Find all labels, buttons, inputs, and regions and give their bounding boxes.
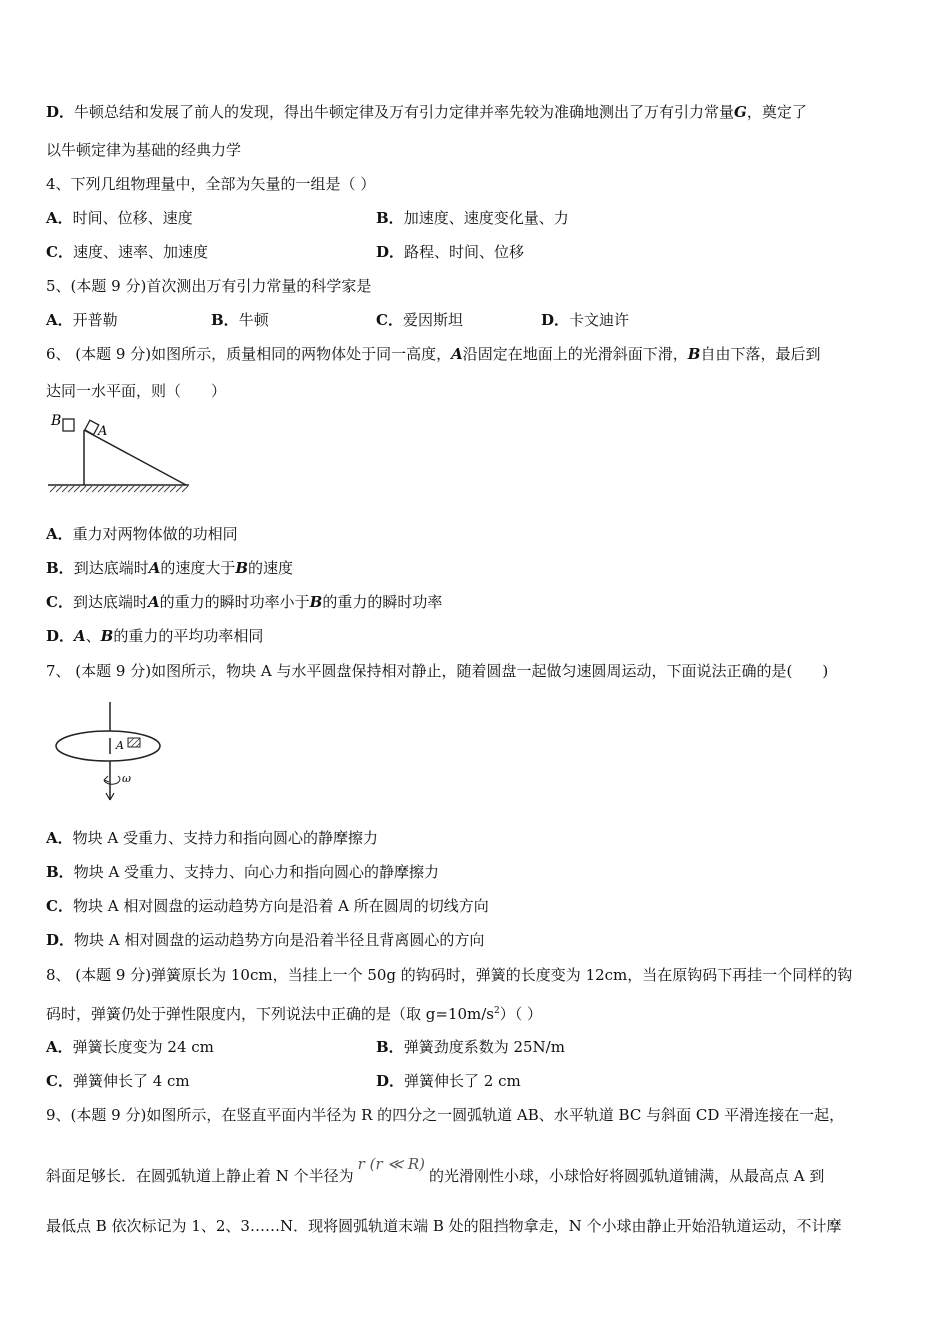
q6-option-b[interactable]: B．到达底端时A的速度大于B的速度 [46, 559, 294, 577]
q6-incline-figure [44, 408, 194, 496]
q7-option-b[interactable]: B．物块 A 受重力、支持力、向心力和指向圆心的静摩擦力 [46, 863, 440, 881]
ground-hatching [50, 486, 188, 492]
q3-option-d: D．牛顿总结和发展了前人的发现，得出牛顿定律及万有引力定律并率先较为准确地测出了万有引力常量G，奠定了 [46, 103, 807, 121]
q5-option-b[interactable]: B．牛顿 [211, 311, 269, 329]
q7-option-d[interactable]: D．物块 A 相对圆盘的运动趋势方向是沿着半径且背离圆心的方向 [46, 931, 485, 949]
q3-option-d-line2: 以牛顿定律为基础的经典力学 [46, 141, 242, 159]
q9-stem-line2: 斜面足够长．在圆弧轨道上静止着 N 个半径为r (r ≪ R)的光滑刚性小球，小球恰好将圆弧轨道铺满，从最高点 A 到 [46, 1155, 825, 1185]
q8-option-c[interactable]: C．弹簧伸长了 4 cm [46, 1072, 190, 1090]
q8-option-d[interactable]: D．弹簧伸长了 2 cm [376, 1072, 521, 1090]
q5-option-d[interactable]: D．卡文迪许 [541, 311, 630, 329]
q8-option-b[interactable]: B．弹簧劲度系数为 25N/m [376, 1038, 565, 1056]
q4-option-a[interactable]: A．时间、位移、速度 [46, 209, 193, 227]
q8-option-a[interactable]: A．弹簧长度变为 24 cm [46, 1038, 214, 1056]
label-omega: ω [122, 772, 131, 785]
q5-stem: 5、(本题 9 分)首次测出万有引力常量的科学家是 [46, 277, 372, 295]
q8-stem-line2: 码时，弹簧仍处于弹性限度内，下列说法中正确的是（取 $g=10m/s^2$）（ ） [46, 1005, 543, 1023]
label-b: B [51, 413, 62, 429]
q9-math-expression: r (r ≪ R) [357, 1155, 426, 1173]
label-a: A [116, 739, 124, 752]
q6-option-a[interactable]: A．重力对两物体做的功相同 [46, 525, 238, 543]
q9-stem-line3: 最低点 B 依次标记为 1、2、3……N．现将圆弧轨道末端 B 处的阻挡物拿走，N 个小球由静止开始沿轨道运动，不计摩 [46, 1217, 842, 1235]
q4-option-c[interactable]: C．速度、速率、加速度 [46, 243, 208, 261]
label-a: A [98, 424, 108, 439]
q4-option-b[interactable]: B．加速度、速度变化量、力 [376, 209, 569, 227]
q6-option-d[interactable]: D．A、B的重力的平均功率相同 [46, 627, 264, 645]
q8-stem: 8、 (本题 9 分)弹簧原长为 10cm，当挂上一个 50g 的钩码时，弹簧的长度变为 12cm，当在原钩码下再挂一个同样的钩 [46, 966, 853, 984]
disk-ellipse [56, 731, 160, 761]
q7-disk-figure [52, 700, 172, 804]
q6-stem: 6、 (本题 9 分)如图所示，质量相同的两物体处于同一高度，A沿固定在地面上的光滑斜面下滑，B自由下落，最后到 [46, 345, 821, 363]
q7-option-c[interactable]: C．物块 A 相对圆盘的运动趋势方向是沿着 A 所在圆周的切线方向 [46, 897, 489, 915]
q7-stem: 7、 (本题 9 分)如图所示，物块 A 与水平圆盘保持相对静止，随着圆盘一起做匀速圆周运动，下面说法正确的是( ) [46, 662, 829, 680]
block-b [63, 419, 74, 431]
q6-option-c[interactable]: C．到达底端时A的重力的瞬时功率小于B的重力的瞬时功率 [46, 593, 443, 611]
q5-option-a[interactable]: A．开普勒 [46, 311, 118, 329]
q4-option-d[interactable]: D．路程、时间、位移 [376, 243, 525, 261]
q6-stem-line2: 达同一水平面，则（ ） [46, 382, 227, 400]
q5-option-c[interactable]: C．爱因斯坦 [376, 311, 463, 329]
q9-stem: 9、(本题 9 分)如图所示，在竖直平面内半径为 R 的四分之一圆弧轨道 AB、水平轨道 BC 与斜面 CD 平滑连接在一起， [46, 1106, 845, 1124]
q7-option-a[interactable]: A．物块 A 受重力、支持力和指向圆心的静摩擦力 [46, 829, 379, 847]
block-a [85, 420, 99, 434]
q4-stem: 4、下列几组物理量中，全部为矢量的一组是（ ） [46, 175, 376, 193]
